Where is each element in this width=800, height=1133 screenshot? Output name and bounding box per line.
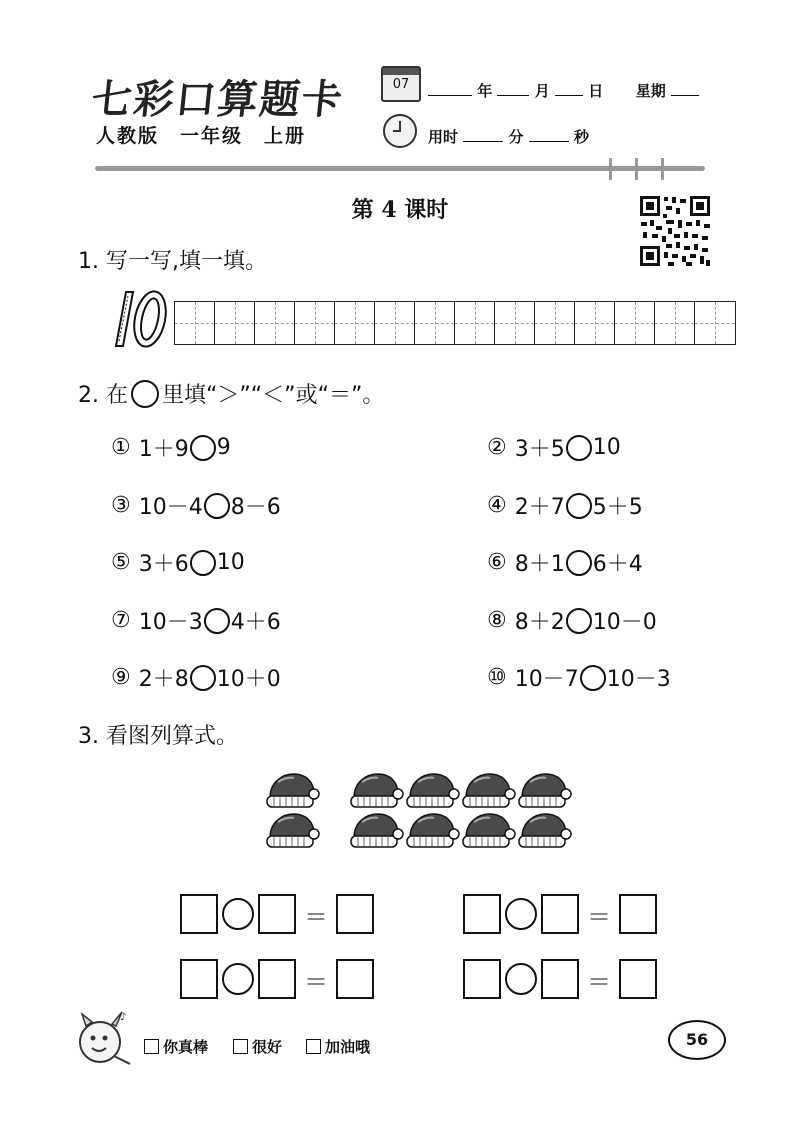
rating-keep-going[interactable]	[306, 1036, 370, 1057]
divider-tick	[609, 158, 612, 180]
writing-cell[interactable]	[255, 302, 295, 344]
right-expression: 10－3	[606, 667, 671, 692]
compare-item	[487, 662, 671, 693]
compare-item	[487, 432, 621, 463]
calendar-day: 07	[392, 77, 410, 92]
result-box[interactable]	[336, 894, 374, 934]
compare-item	[487, 605, 657, 636]
result-box[interactable]	[619, 959, 657, 999]
rating-label: 加油哦	[325, 1038, 371, 1056]
writing-cell[interactable]	[655, 302, 695, 344]
equals-sign: ＝	[304, 967, 328, 996]
left-expression: 8＋2	[514, 610, 565, 635]
answer-circle[interactable]	[190, 550, 216, 576]
santa-hat-icon	[348, 810, 404, 850]
month-blank[interactable]	[497, 81, 529, 96]
rating-label: 很好	[252, 1038, 283, 1056]
writing-cell[interactable]	[375, 302, 415, 344]
compare-item	[111, 547, 245, 578]
left-expression: 10－4	[138, 495, 203, 520]
item-number: ①	[111, 435, 131, 460]
equals-sign: ＝	[587, 902, 611, 931]
writing-cell[interactable]	[335, 302, 375, 344]
answer-box[interactable]	[258, 894, 296, 934]
item-number: ⑧	[487, 608, 507, 633]
question-2-title-start: 2. 在	[78, 383, 128, 408]
answer-box[interactable]	[463, 894, 501, 934]
alarm-clock-icon	[383, 114, 417, 148]
compare-item	[487, 490, 643, 521]
answer-box[interactable]	[258, 959, 296, 999]
qr-code-icon[interactable]	[638, 194, 712, 268]
mascot-icon	[70, 1006, 136, 1072]
answer-box[interactable]	[541, 959, 579, 999]
year-blank[interactable]	[428, 81, 472, 96]
equals-sign: ＝	[587, 967, 611, 996]
rating-checkbox[interactable]	[306, 1039, 321, 1054]
left-expression: 1＋9	[138, 437, 189, 462]
svg-text:♪: ♪	[120, 1012, 127, 1023]
santa-hat-icon	[404, 810, 460, 850]
outlined-number-ten	[106, 286, 172, 352]
divider-tick	[635, 158, 638, 180]
writing-cell[interactable]	[535, 302, 575, 344]
answer-circle[interactable]	[204, 608, 230, 634]
santa-hat-icon	[264, 810, 320, 850]
tracing-grid[interactable]	[174, 301, 736, 345]
edition-label: 人教版 一年级 上册	[96, 125, 307, 147]
answer-box[interactable]	[463, 959, 501, 999]
compare-item	[111, 605, 281, 636]
page-number: 56	[668, 1020, 726, 1060]
writing-cell[interactable]	[295, 302, 335, 344]
ten-value: 10	[139, 326, 141, 327]
compare-item	[487, 547, 643, 578]
question-1-title: 1. 写一写,填一填。	[78, 249, 267, 274]
rating-label: 你真棒	[163, 1038, 209, 1056]
item-number: ⑥	[487, 550, 507, 575]
equation-row	[180, 958, 374, 1000]
compare-item	[111, 662, 281, 693]
rating-checkbox[interactable]	[233, 1039, 248, 1054]
right-expression: 10	[216, 550, 245, 575]
item-number: ③	[111, 493, 131, 518]
answer-circle[interactable]	[566, 435, 592, 461]
answer-circle[interactable]	[566, 493, 592, 519]
right-expression: 8－6	[230, 495, 281, 520]
right-expression: 5＋5	[592, 495, 643, 520]
left-expression: 8＋1	[514, 552, 565, 577]
writing-cell[interactable]	[215, 302, 255, 344]
santa-hat-icon	[460, 810, 516, 850]
divider-tick	[661, 158, 664, 180]
item-number: ④	[487, 493, 507, 518]
left-expression: 3＋5	[514, 437, 565, 462]
santa-hat-icon	[460, 770, 516, 810]
right-expression: 10＋0	[216, 667, 281, 692]
minute-blank[interactable]	[463, 127, 503, 142]
answer-box[interactable]	[180, 959, 218, 999]
left-expression: 2＋8	[138, 667, 189, 692]
brand-title: 七彩口算题卡	[89, 76, 347, 123]
answer-circle[interactable]	[566, 608, 592, 634]
weekday-blank[interactable]	[671, 81, 699, 96]
time-used-label: 用时	[428, 128, 459, 146]
item-number: ②	[487, 435, 507, 460]
left-expression: 3＋6	[138, 552, 189, 577]
right-expression: 9	[216, 435, 231, 460]
santa-hat-icon	[404, 770, 460, 810]
second-label: 秒	[573, 128, 589, 146]
minute-label: 分	[508, 128, 524, 146]
rating-excellent[interactable]	[144, 1036, 208, 1057]
year-label: 年	[477, 82, 493, 100]
santa-hat-icon	[516, 770, 572, 810]
writing-cell[interactable]	[175, 302, 215, 344]
time-line	[428, 126, 589, 147]
compare-item	[111, 490, 281, 521]
item-number: ⑩	[487, 665, 507, 690]
rating-checkbox[interactable]	[144, 1039, 159, 1054]
operator-circle[interactable]	[505, 963, 537, 995]
answer-circle[interactable]	[204, 493, 230, 519]
question-3-title: 3. 看图列算式。	[78, 724, 238, 749]
result-box[interactable]	[619, 894, 657, 934]
operator-circle[interactable]	[222, 963, 254, 995]
operator-circle[interactable]	[222, 898, 254, 930]
santa-hat-icon	[516, 810, 572, 850]
item-number: ⑦	[111, 608, 131, 633]
weekday-label: 星期	[635, 82, 666, 100]
compare-item	[111, 432, 231, 463]
writing-cell[interactable]	[695, 302, 735, 344]
santa-hat-icon	[348, 770, 404, 810]
santa-hat-icon	[264, 770, 320, 810]
equation-row	[180, 893, 374, 935]
writing-cell[interactable]	[415, 302, 455, 344]
right-expression: 10－0	[592, 610, 657, 635]
right-expression: 6＋4	[592, 552, 643, 577]
second-blank[interactable]	[529, 127, 569, 142]
item-number: ⑨	[111, 665, 131, 690]
answer-circle[interactable]	[190, 435, 216, 461]
date-line	[428, 80, 699, 101]
question-2-title-end: 里填“＞”“＜”或“＝”。	[161, 383, 385, 408]
answer-circle[interactable]	[190, 665, 216, 691]
answer-box[interactable]	[180, 894, 218, 934]
writing-cell[interactable]	[575, 302, 615, 344]
right-expression: 4＋6	[230, 610, 281, 635]
answer-circle[interactable]	[566, 550, 592, 576]
left-expression: 10－3	[138, 610, 203, 635]
day-blank[interactable]	[555, 81, 583, 96]
item-number: ⑤	[111, 550, 131, 575]
lesson-title: 第 4 课时	[351, 197, 449, 223]
writing-cell[interactable]	[615, 302, 655, 344]
circle-symbol	[131, 380, 159, 408]
equation-row	[463, 893, 657, 935]
header-divider	[95, 166, 705, 171]
day-label: 日	[588, 82, 604, 100]
operator-circle[interactable]	[505, 898, 537, 930]
rating-good[interactable]	[233, 1036, 282, 1057]
left-expression: 2＋7	[514, 495, 565, 520]
month-label: 月	[534, 82, 550, 100]
left-expression: 10－7	[514, 667, 579, 692]
right-expression: 10	[592, 435, 621, 460]
equation-row	[463, 958, 657, 1000]
calendar-icon	[381, 66, 421, 102]
answer-box[interactable]	[541, 894, 579, 934]
equals-sign: ＝	[304, 902, 328, 931]
answer-circle[interactable]	[580, 665, 606, 691]
writing-cell[interactable]	[495, 302, 535, 344]
question-2-title	[78, 378, 384, 409]
result-box[interactable]	[336, 959, 374, 999]
writing-cell[interactable]	[455, 302, 495, 344]
